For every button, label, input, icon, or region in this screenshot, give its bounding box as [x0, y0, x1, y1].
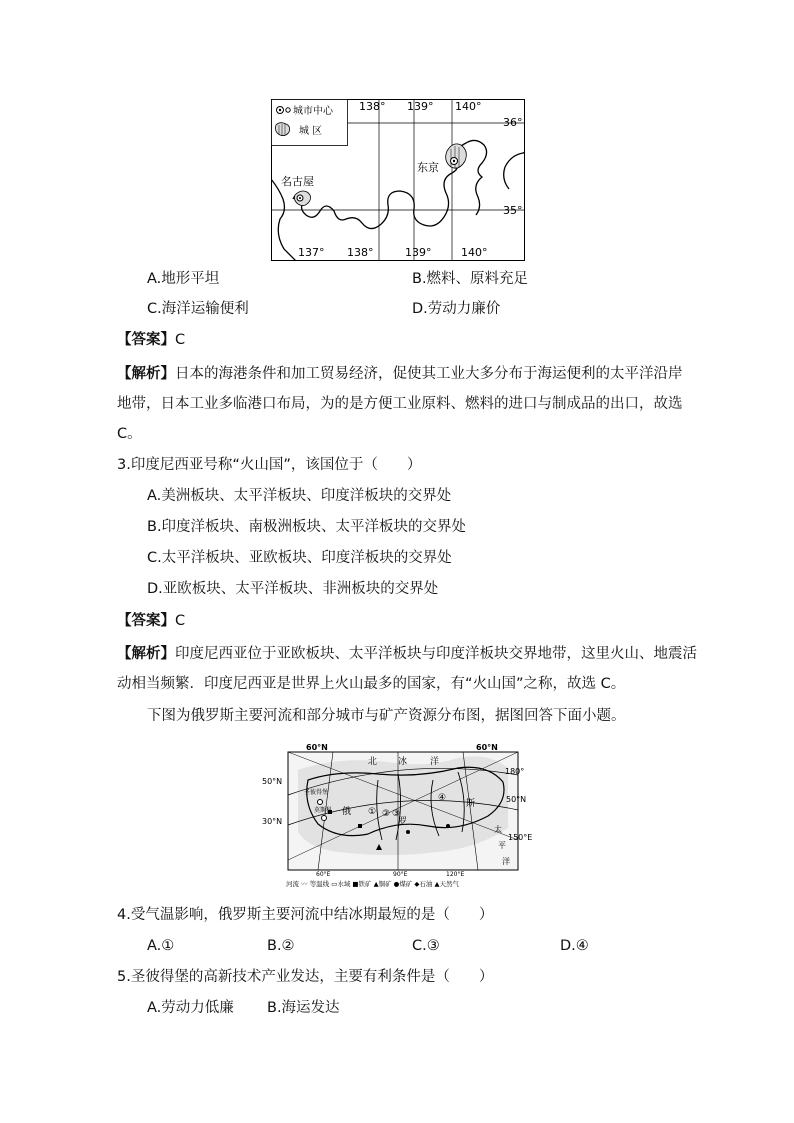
- lat-50n-left: 50°N: [262, 777, 283, 786]
- legend-city-center: 城市中心: [293, 106, 333, 117]
- ocean-label-bing: 冰: [398, 757, 408, 767]
- lon-90e: 90°E: [393, 871, 408, 878]
- city-label-nagoya: 名古屋: [281, 175, 314, 188]
- q3-option-b: B.印度洋板块、南极洲板块、太平洋板块的交界处: [147, 519, 467, 535]
- city-label-tokyo: 东京: [417, 161, 439, 174]
- lat-label-35: 35°: [503, 204, 523, 217]
- q3-answer: [117, 612, 185, 630]
- q3-option-a: A.美洲板块、太平洋板块、印度洋板块的交界处: [147, 488, 452, 504]
- q5-stem: 5.圣彼得堡的高新技术产业发达，主要有利条件是（ ）: [117, 969, 494, 985]
- russia-label-si: 斯: [466, 799, 476, 809]
- q3-option-c: C.太平洋板块、亚欧板块、印度洋板块的交界处: [147, 550, 452, 566]
- city-label-moscow: 莫斯科: [314, 807, 333, 814]
- legend-urban-area: 城 区: [299, 126, 323, 137]
- river-label-2: ②: [382, 809, 391, 819]
- answer-value: C: [175, 332, 186, 348]
- lon-label-bottom-137: 137°: [298, 246, 325, 259]
- q4-option-b: B.②: [267, 938, 295, 954]
- pacific-label-yang: 洋: [502, 857, 510, 866]
- city-label-st-petersburg: 圣彼得堡: [304, 789, 329, 796]
- q5-option-b: B.海运发达: [267, 1000, 340, 1016]
- pacific-label-tai: 太: [494, 825, 502, 834]
- answer-value: C: [175, 613, 186, 629]
- russia-label-e: 俄: [342, 807, 352, 817]
- lon-label-bottom-140: 140°: [461, 246, 488, 259]
- q3-stem: 3.印度尼西亚号称“火山国”，该国位于（ ）: [117, 457, 422, 473]
- river-label-4: ④: [438, 793, 447, 803]
- lon-60e: 60°E: [316, 871, 331, 878]
- q3-analysis-line1: [117, 645, 697, 663]
- japan-industry-map: [271, 99, 525, 261]
- map-legend: 河流 〰 等温线 ▭水域 ■铁矿 ▲铜矿 ●煤矿 ◆石油 ▲天然气: [286, 880, 459, 888]
- q4-option-d: D.④: [560, 938, 589, 954]
- q2-option-d: D.劳动力廉价: [412, 301, 501, 317]
- q4-option-c: C.③: [412, 938, 440, 954]
- answer-label: 【答案】: [117, 613, 175, 629]
- q4-option-a: A.①: [147, 938, 175, 954]
- lat-60n-right: 60°N: [476, 743, 498, 752]
- q2-option-c: C.海洋运输便利: [147, 301, 249, 317]
- intro-text: 下图为俄罗斯主要河流和部分城市与矿产资源分布图，据图回答下面小题。: [147, 708, 626, 724]
- q5-option-a: A.劳动力低廉: [147, 1000, 234, 1016]
- q2-analysis-line2: 地带，日本工业多临港口布局，为的是方便工业原料、燃料的进口与制成品的出口，故选: [117, 396, 683, 412]
- ocean-label-yang: 洋: [430, 757, 440, 767]
- pacific-label-ping: 平: [498, 841, 506, 850]
- analysis-label: 【解析】: [117, 646, 175, 662]
- lon-120e: 120°E: [446, 871, 465, 878]
- russia-map: [258, 740, 538, 888]
- lon-180: 180°: [505, 767, 525, 776]
- russia-label-luo: 罗: [398, 817, 408, 827]
- q2-option-a: A.地形平坦: [147, 271, 220, 287]
- q2-answer: [117, 331, 185, 349]
- lat-50n-right: 50°N: [506, 795, 527, 804]
- q3-option-d: D.亚欧板块、太平洋板块、非洲板块的交界处: [147, 581, 439, 597]
- ocean-label-bei: 北: [368, 757, 378, 767]
- q2-analysis-line1: [117, 365, 683, 383]
- analysis-label: 【解析】: [117, 366, 175, 382]
- answer-label: 【答案】: [117, 332, 175, 348]
- lat-label-36: 36°: [503, 116, 523, 129]
- q4-stem: 4.受气温影响，俄罗斯主要河流中结冰期最短的是（ ）: [117, 907, 494, 923]
- lat-60n-left: 60°N: [306, 743, 328, 752]
- river-label-1: ①: [368, 807, 377, 817]
- lon-label-bottom-139: 139°: [405, 246, 432, 259]
- river-label-3: ③: [392, 809, 401, 819]
- lon-label-top-139: 139°: [407, 100, 434, 113]
- lon-label-top-140: 140°: [455, 100, 482, 113]
- lat-30n-left: 30°N: [262, 817, 283, 826]
- lon-label-top-138: 138°: [359, 100, 386, 113]
- q2-analysis-line3: C。: [117, 426, 142, 442]
- analysis-text: 印度尼西亚位于亚欧板块、太平洋板块与印度洋板块交界地带，这里火山、地震活: [175, 646, 697, 662]
- q3-analysis-line2: 动相当频繁．印度尼西亚是世界上火山最多的国家，有“火山国”之称，故选 C。: [117, 676, 626, 692]
- lon-150e: 150°E: [508, 833, 533, 842]
- analysis-text: 日本的海港条件和加工贸易经济，促使其工业大多分布于海运便利的太平洋沿岸: [175, 366, 683, 382]
- q2-option-b: B.燃料、原料充足: [412, 271, 529, 287]
- lon-label-bottom-138: 138°: [347, 246, 374, 259]
- urban-area-symbol: [276, 123, 290, 136]
